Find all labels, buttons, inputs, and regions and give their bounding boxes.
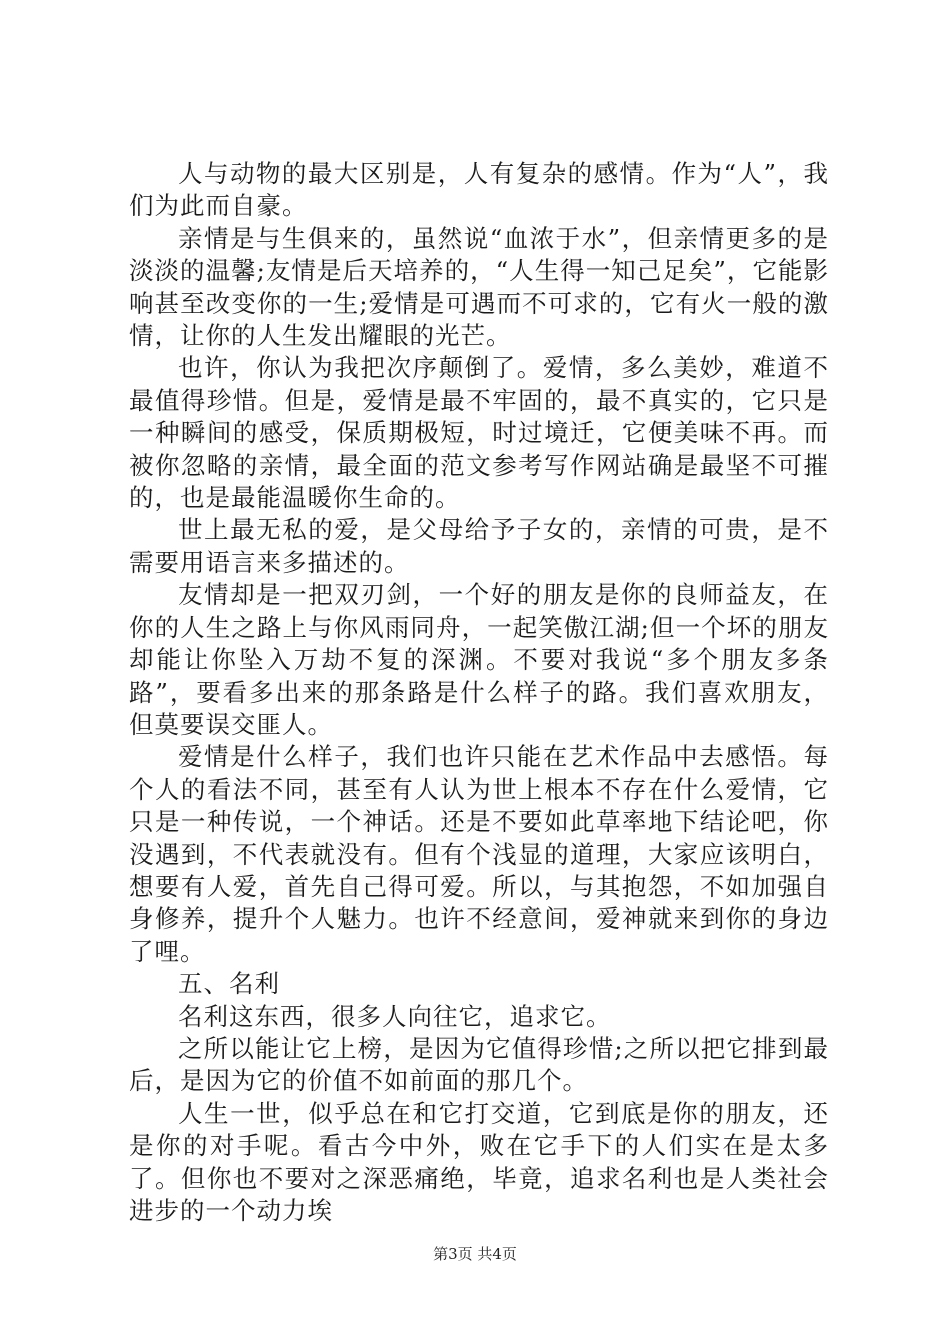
paragraph-4: 世上最无私的爱，是父母给予子女的，亲情的可贵，是不需要用语言来多描述的。 — [129, 515, 829, 577]
body-text — [129, 158, 829, 1227]
paragraph-3: 也许，你认为我把次序颠倒了。爱情，多么美妙，难道不最值得珍惜。但是，爱情是最不牢固的，最不真实的，它只是一种瞬间的感受，保质期极短，时过境迁，它便美味不再。而被你忽略的亲情，最全面的范文参考写作网站确是最坚不可摧的，也是最能温暖你生命的。 — [129, 353, 829, 513]
paragraph-8: 之所以能让它上榜，是因为它值得珍惜;之所以把它排到最后，是因为它的价值不如前面的那几个。 — [129, 1033, 829, 1096]
page-number-footer: 第3页 共4页 — [433, 1245, 517, 1263]
paragraph-7: 名利这东西，很多人向往它，追求它。 — [178, 1001, 612, 1031]
paragraph-5: 友情却是一把双刃剑，一个好的朋友是你的良师益友，在你的人生之路上与你风雨同舟，一起笑傲江湖;但一个坏的朋友却能让你坠入万劫不复的深渊。不要对我说“多个朋友多条路”，要看多出来的那条路是什么样子的路。我们喜欢朋友，但莫要误交匪人。 — [129, 580, 829, 739]
section-heading-5: 五、名利 — [178, 969, 280, 999]
paragraph-2: 亲情是与生俱来的，虽然说“血浓于水”，但亲情更多的是淡淡的温馨;友情是后天培养的，“人生得一知己足矣”，它能影响甚至改变你的一生;爱情是可遇而不可求的，它有火一般的激情，让你的人生发出耀眼的光芒。 — [129, 223, 829, 351]
paragraph-1: 人与动物的最大区别是，人有复杂的感情。作为“人”，我们为此而自豪。 — [129, 159, 829, 221]
paragraph-6: 爱情是什么样子，我们也许只能在艺术作品中去感悟。每个人的看法不同，甚至有人认为世上根本不存在什么爱情，它只是一种传说，一个神话。还是不要如此草率地下结论吧，你没遇到，不代表就没有。但有个浅显的道理，大家应该明白，想要有人爱，首先自己得可爱。所以，与其抱怨，不如加强自身修养，提升个人魅力。也许不经意间，爱神就来到你的身边了哩。 — [129, 742, 829, 966]
paragraph-9: 人生一世，似乎总在和它打交道，它到底是你的朋友，还是你的对手呢。看古今中外，败在它手下的人们实在是太多了。但你也不要对之深恶痛绝，毕竟，追求名利也是人类社会进步的一个动力埃 — [129, 1098, 829, 1225]
